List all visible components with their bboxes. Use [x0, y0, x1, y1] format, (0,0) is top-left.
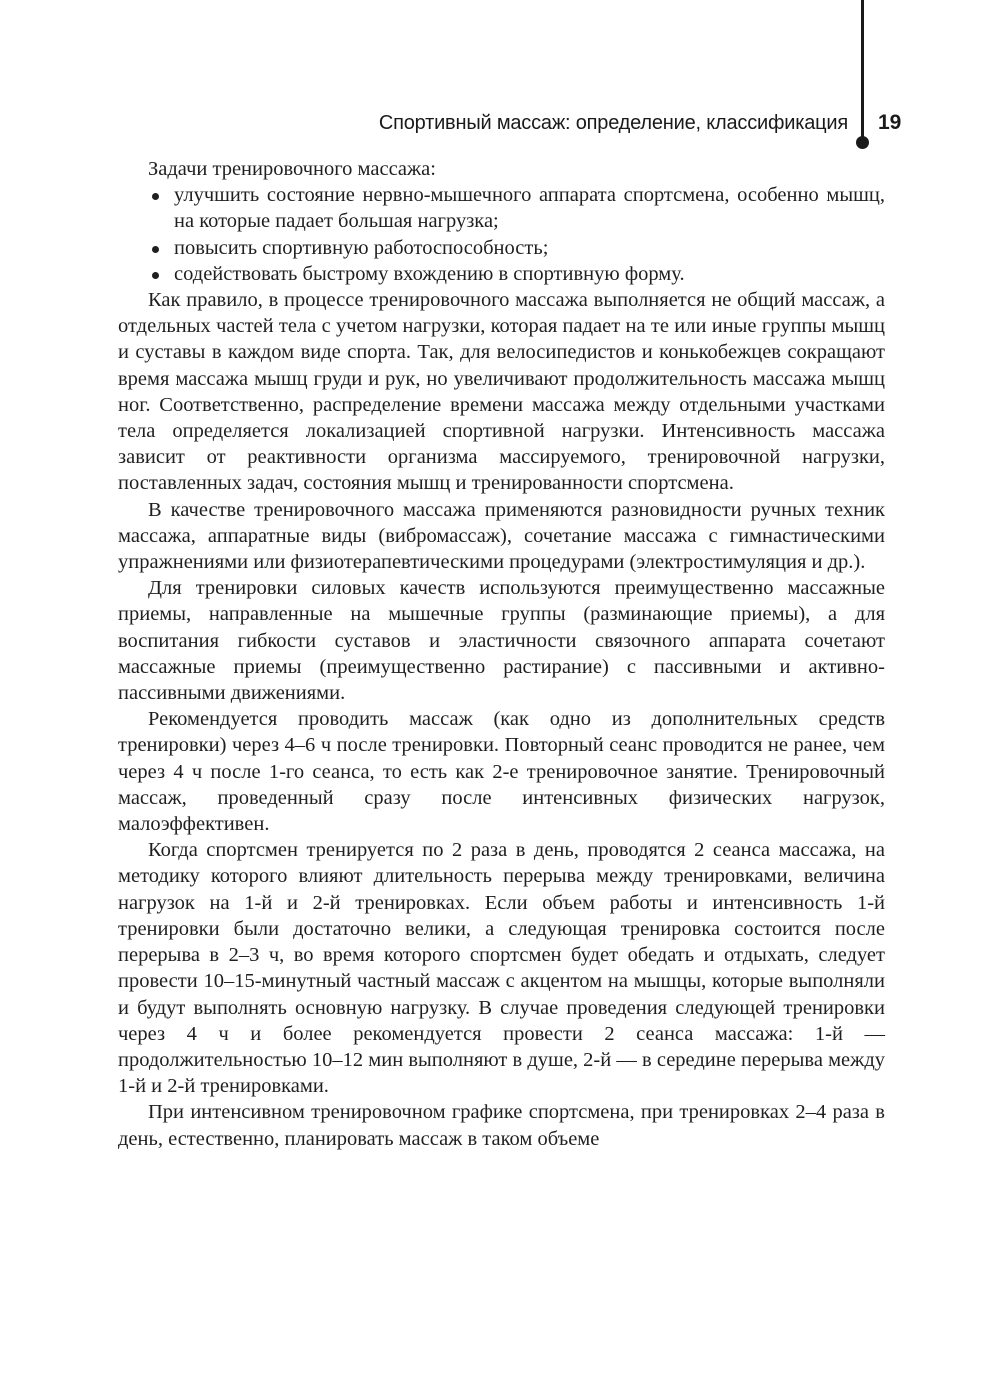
header-rule-dot	[856, 136, 869, 149]
page-number: 19	[878, 111, 902, 134]
bullet-item: улучшить состояние нервно-мышечного аппарата спортсмена, особенно мышц, на которые падает большая нагрузка;	[174, 182, 885, 234]
bullet-list-intro: Задачи тренировочного массажа:	[148, 158, 436, 180]
paragraph: При интенсивном тренировочном графике спортсмена, при тренировках 2–4 раза в день, естественно, планировать массаж в таком объеме	[118, 1101, 885, 1150]
task-bullet-list	[118, 182, 885, 287]
header-vertical-rule	[861, 0, 864, 142]
paragraph: В качестве тренировочного массажа применяются разновидности ручных техник массажа, аппаратные виды (вибромассаж), сочетание массажа с гимнастическими упражнениями или физиотерапевтическими процедурами (электростимуляция и др.).	[118, 498, 885, 574]
bullet-item: повысить спортивную работоспособность;	[174, 235, 885, 261]
paragraph: Когда спортсмен тренируется по 2 раза в день, проводятся 2 сеанса массажа, на методику которого влияют длительность перерыва между тренировками, величина нагрузок на 1-й и 2-й тренировках. Если объем работы и интенсивность 1-й тренировки были достаточно велики, а следующая тренировка состоится после перерыва в 2–3 ч, во время которого спортсмен будет обедать и отдыхать, следует провести 10–15-минутный частный массаж с акцентом на мышцы, которые выполняли и будут выполнять основную нагрузку. В случае проведения следующей тренировки через 4 ч и более рекомендуется провести 2 сеанса массажа: 1-й — продолжительностью 10–12 мин выполняют в душе, 2-й — в середине перерыва между 1-й и 2-й тренировками.	[118, 839, 885, 1098]
running-title: Спортивный массаж: определение, классификация	[378, 112, 848, 134]
paragraph: Для тренировки силовых качеств используются преимущественно массажные приемы, направленные на мышечные группы (разминающие приемы), а для воспитания гибкости суставов и эластичности связочного аппарата сочетают массажные приемы (преимущественно растирание) с пассивными и активно-пассивными движениями.	[118, 577, 885, 705]
main-text	[118, 156, 885, 1152]
bullet-item: содействовать быстрому вхождению в спортивную форму.	[174, 261, 885, 287]
paragraph: Рекомендуется проводить массаж (как одно из дополнительных средств тренировки) через 4–6 ч после тренировки. Повторный сеанс проводится не ранее, чем через 4 ч после 1-го сеанса, то есть как 2-е тренировочное занятие. Тренировочный массаж, проведенный сразу после интенсивных физических нагрузок, малоэффективен.	[118, 708, 885, 836]
paragraph: Как правило, в процессе тренировочного массажа выполняется не общий массаж, а отдельных частей тела с учетом нагрузки, которая падает на те или иные группы мышц и суставы в каждом виде спорта. Так, для велосипедистов и конькобежцев сокращают время массажа мышц груди и рук, но увеличивают продолжительность массажа мышц ног. Соответственно, распределение времени массажа между отдельными участками тела определяется локализацией спортивной нагрузки. Интенсивность массажа зависит от реактивности организма массируемого, тренировочной нагрузки, поставленных задач, состояния мышц и тренированности спортсмена.	[118, 289, 885, 495]
